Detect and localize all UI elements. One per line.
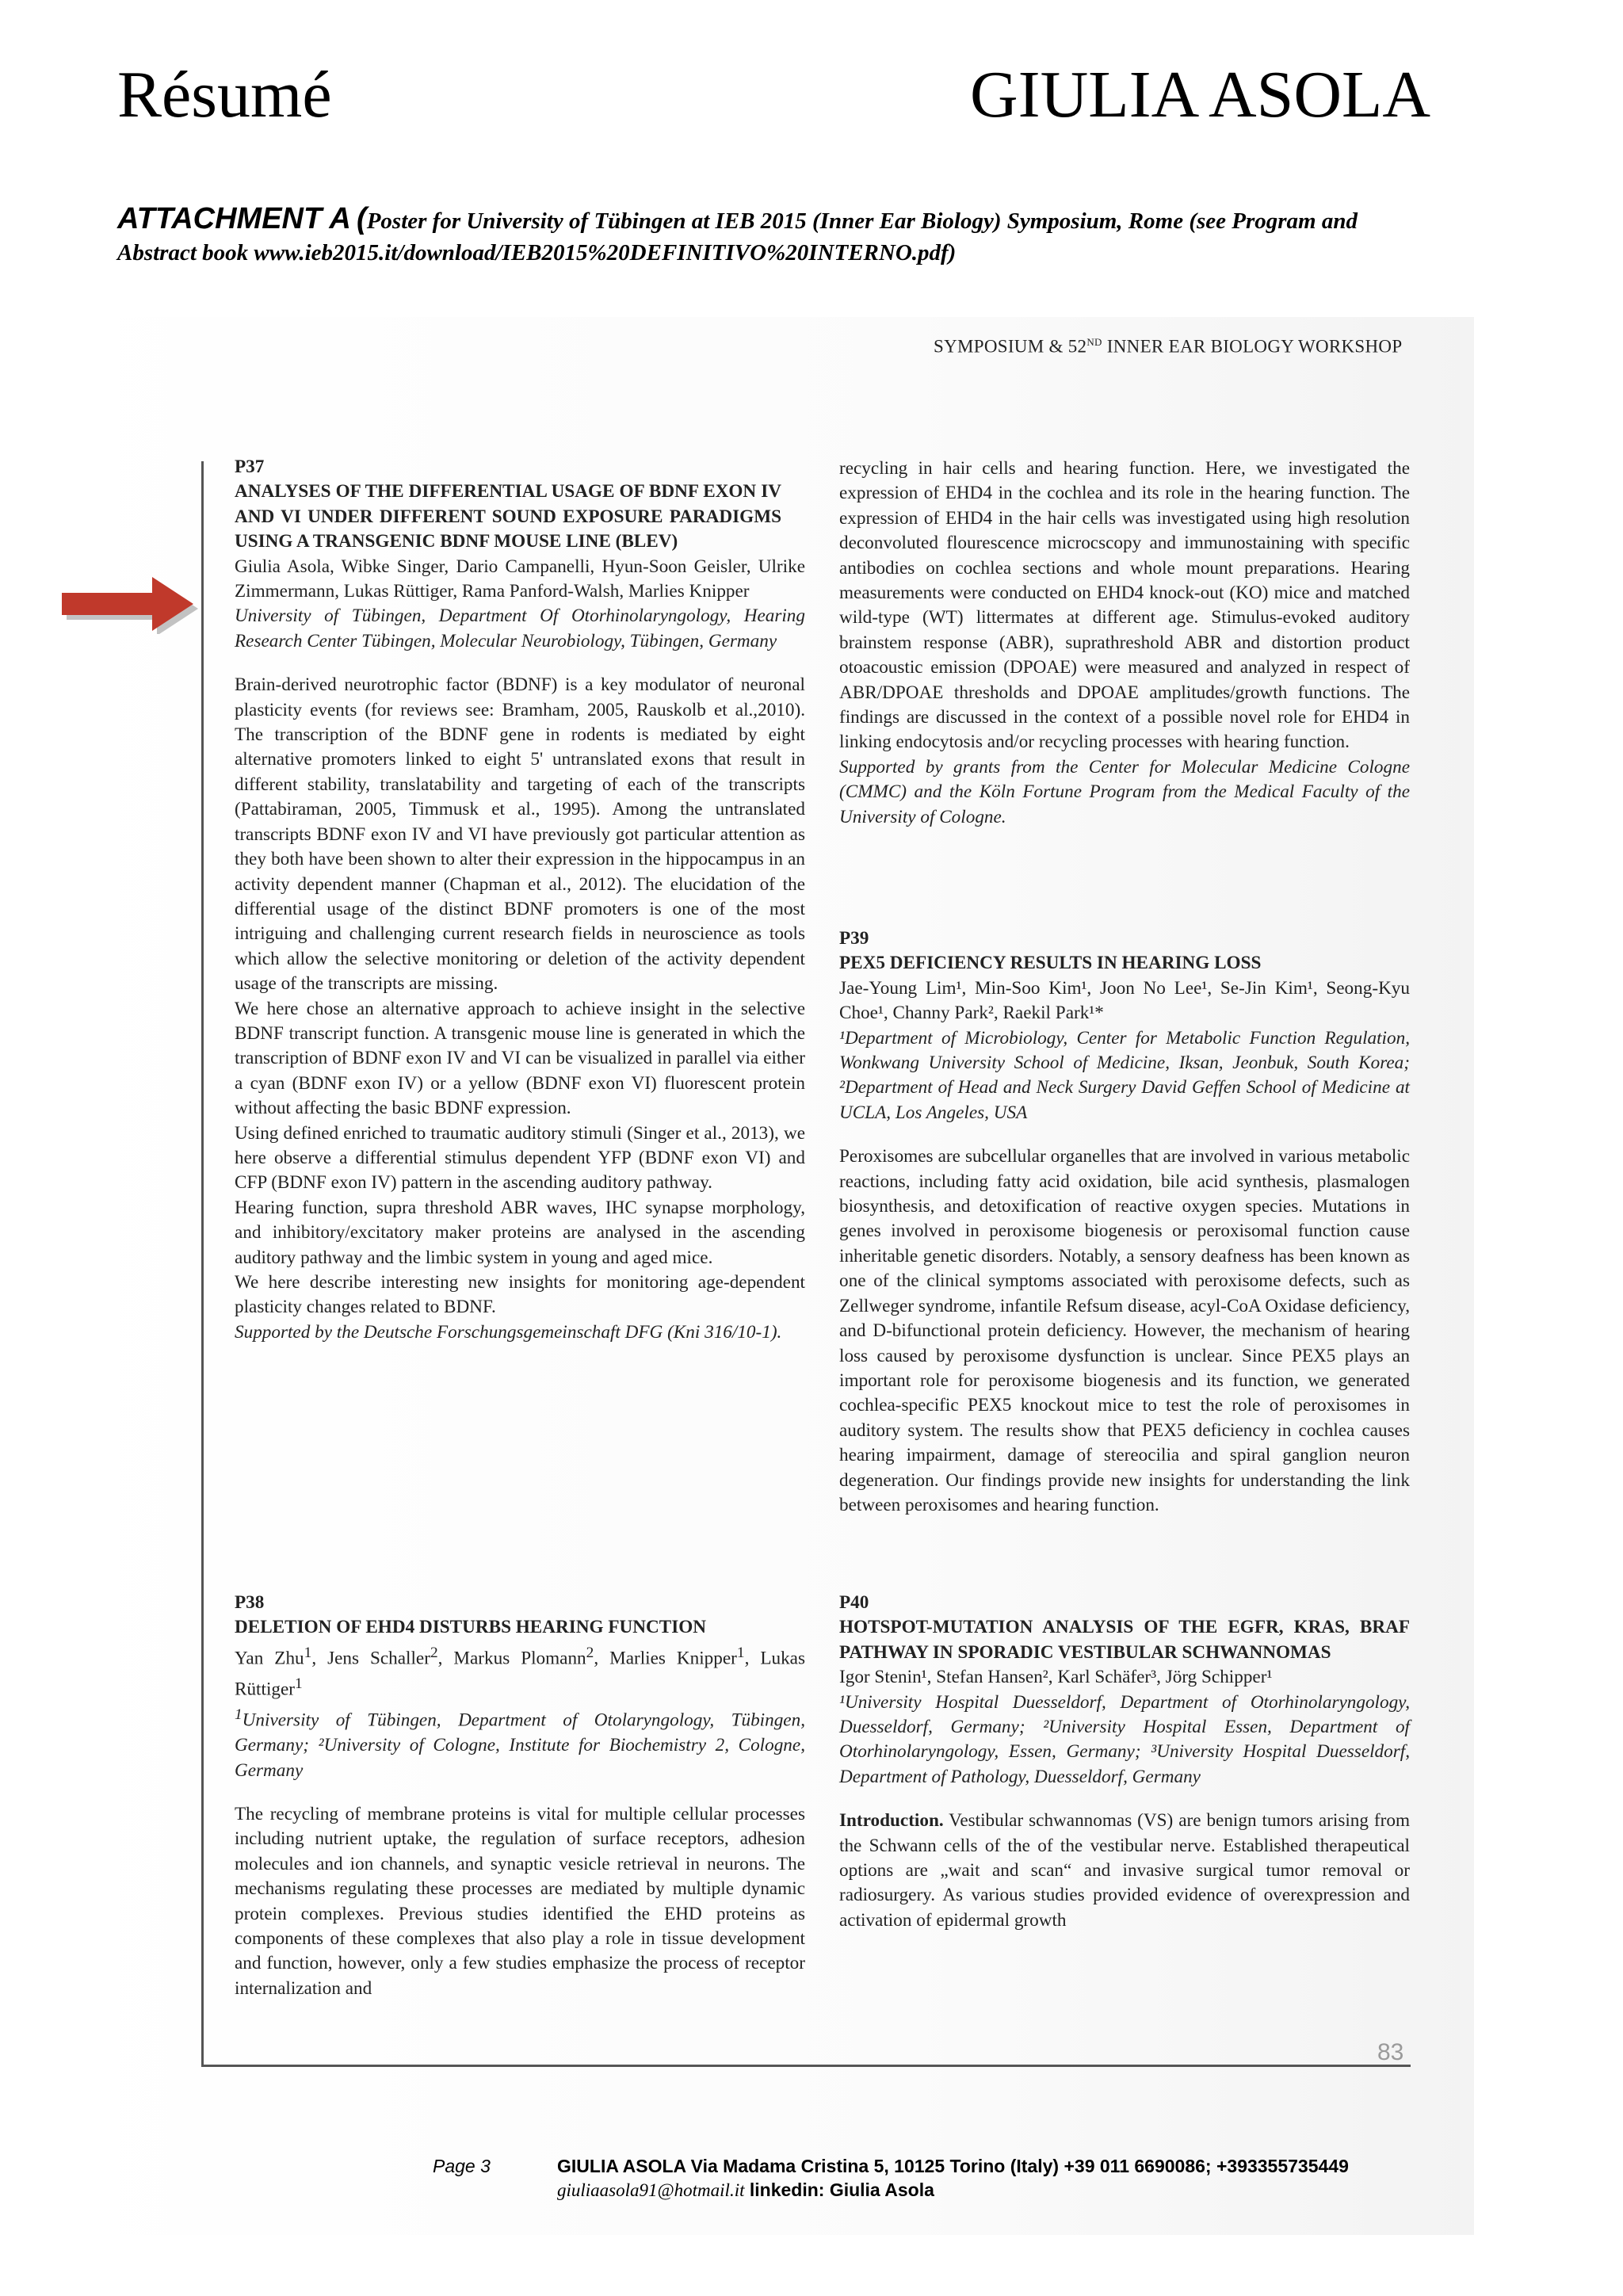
p37-affiliation: University of Tübingen, Department Of Otorhinolaryngology, Hearing Research Center Tübingen, Molecular Neurobiology, Tübingen, Germany — [235, 606, 805, 651]
header-name: GIULIA ASOLA — [970, 58, 1430, 132]
p37-authors: Giulia Asola, Wibke Singer, Dario Campanelli, Hyun-Soon Geisler, Ulrike Zimmermann, Lukas Rüttiger, Rama Panford-Walsh, Marlies Knipper — [235, 556, 805, 602]
abstract-p37 — [235, 455, 805, 1345]
p40-id: P40 — [839, 1592, 869, 1613]
p37-para1: Brain-derived neurotrophic factor (BDNF) is a key modulator of neuronal plasticity events (for reviews see: Bramham, 2005, Rauskolb et al.,2010). The transcription of the BDNF gene in rodents is mediated by eight alternative promoters linked to eight 5' untranslated exons that result in different stability, translatability and targeting of each of the transcripts (Pattabiraman, 2005, Timmusk et al., 1995). Among the untranslated transcripts BDNF exon IV and VI have previously got particular attention as they both have been shown to alter their expression in the hippocampus in an activity dependent manner (Chapman et al., 2012). The elucidation of the differential usage of the distinct BDNF promoters is one of the most intriguing and challenging current research fields in neuroscience as tools which allow the selective monitoring or deletion of the activity dependent usage of the transcripts are missing. — [235, 674, 805, 995]
p38-para1: The recycling of membrane proteins is vital for multiple cellular processes including nutrient uptake, the regulation of surface receptors, adhesion molecules and ion channels, and synaptic vesicle retrieval in neurons. The mechanisms regulating these processes are mediated by multiple dynamic protein complexes. Previous studies identified the EHD proteins as components of these complexes that also play a role in tissue development and function, however, only a few studies emphasize the process of receptor internalization and — [235, 1804, 805, 1999]
p37-para4: Hearing function, supra threshold ABR waves, IHC synapse morphology, and inhibitory/excitatory maker proteins are analysed in the ascending auditory pathway and the limbic system in young and aged mice. — [235, 1197, 805, 1268]
p37-para3: Using defined enriched to traumatic auditory stimuli (Singer et al., 2013), we here observe a differential stimulus dependent YFP (BDNF exon VI) and CFP (BDNF exon IV) pattern in the ascending auditory pathway. — [235, 1122, 805, 1194]
p37-para2: We here chose an alternative approach to achieve insight in the selective BDNF transcript function. A transgenic mouse line is generated in which the transcription of BDNF exon IV and VI can be visualized in parallel via either a cyan (BDNF exon IV) or a yellow (BDNF exon VI) fluorescent protein without affecting the basic BDNF expression. — [235, 998, 805, 1119]
footer-email[interactable]: giuliaasola91@hotmail.it — [557, 2180, 745, 2200]
abstract-p38 — [235, 1591, 805, 2001]
p38-id: P38 — [235, 1592, 265, 1613]
p38-authors: Yan Zhu$^1$, Jens Schaller$^2$, Markus Plomann$^2$, Marlies Knipper$^1$, Lukas Rüttiger$^1$ — [235, 1644, 805, 1700]
p40-title: HOTSPOT-MUTATION ANALYSIS OF THE EGFR, KRAS, BRAF PATHWAY IN SPORADIC VESTIBULAR SCHWANNOMAS — [839, 1617, 1410, 1663]
footer-page-number: Page 3 — [433, 2156, 491, 2176]
p39-para1: Peroxisomes are subcellular organelles that are involved in various metabolic reactions, including fatty acid oxidation, bile acid synthesis, plasmalogen biosynthesis, and detoxification of reactive oxygen species. Mutations in genes involved in peroxisome biogenesis or peroxisomal function cause inheritable genetic disorders. Notably, a sensory deafness has been known as one of the clinical symptoms associated with peroxisome defects, such as Zellweger syndrome, infantile Refsum disease, acyl-CoA Oxidase deficiency, and D-bifunctional protein deficiency. However, the mechanism of hearing loss caused by peroxisome dysfunction is unclear. Since PEX5 plays an important role for peroxisome biogenesis and its function, we generated cochlea-specific PEX5 knockout mice to test the role of peroxisomes in auditory system. The results show that PEX5 deficiency in cochlea causes hearing impairment, damage of stereocilia and spiral ganglion neuron degeneration. Our findings provide new insights for understanding the link between peroxisomes and hearing function. — [839, 1146, 1410, 1515]
attachment-caption — [117, 203, 1401, 269]
footer-address: GIULIA ASOLA Via Madama Cristina 5, 10125 Torino (Italy) +39 011 6690086; +393355735449 — [557, 2156, 1349, 2176]
p39-affiliation: ¹Department of Microbiology, Center for Metabolic Function Regulation, Wonkwang University School of Medicine, Iksan, Jeonbuk, South Korea; ²Department of Head and Neck Surgery David Geffen School of Medicine at UCLA, Los Angeles, USA — [839, 1027, 1410, 1123]
scan-page-number: 83 — [1377, 2039, 1404, 2065]
p40-authors: Igor Stenin¹, Stefan Hansen², Karl Schäfer³, Jörg Schipper¹ — [839, 1667, 1273, 1688]
p40-intro — [839, 1809, 1410, 1933]
p40-intro-label: Introduction. — [839, 1810, 944, 1832]
abstract-p38-continued — [839, 457, 1410, 830]
attachment-description: Poster for University of Tübingen at IEB 2015 (Inner Ear Biology) Symposium, Rome (see Program and Abstract book www.ieb2015.it/download/IEB2015%20DEFINITIVO%20INTERNO.pdf) — [117, 208, 1358, 266]
footer-linkedin[interactable]: linkedin: Giulia Asola — [744, 2179, 934, 2200]
p37-id: P37 — [235, 457, 265, 477]
attachment-paren: ( — [357, 202, 367, 235]
p38-affiliation: $^1$University of Tübingen, Department of Otolaryngology, Tübingen, Germany; ²University of Cologne, Institute for Biochemistry 2, Cologne, Germany — [235, 1706, 805, 1781]
red-arrow-icon — [57, 571, 200, 634]
p37-title: ANALYSES OF THE DIFFERENTIAL USAGE OF BDNF EXON IV AND VI UNDER DIFFERENT SOUND EXPOSURE PARADIGMS USING A TRANSGENIC BDNF MOUSE LINE (BLEV) — [235, 481, 781, 552]
running-head: SYMPOSIUM & 52ND INNER EAR BIOLOGY WORKSHOP — [934, 336, 1403, 357]
abstract-p40 — [839, 1591, 1410, 1933]
header-resume: Résumé — [117, 58, 332, 132]
p40-affiliation: ¹University Hospital Duesseldorf, Department of Otorhinolaryngology, Duesseldorf, Germany; ²University Hospital Essen, Department of Otorhinolaryngology, Essen, Germany; ³University Hospital Duesseldorf, Department of Pathology, Duesseldorf, Germany — [839, 1691, 1410, 1787]
p39-authors: Jae-Young Lim¹, Min-Soo Kim¹, Joon No Lee¹, Se-Jin Kim¹, Seong-Kyu Choe¹, Channy Park², Raekil Park¹* — [839, 977, 1410, 1024]
p39-title: PEX5 DEFICIENCY RESULTS IN HEARING LOSS — [839, 953, 1262, 974]
page-frame-left — [201, 461, 204, 2067]
p37-para5: We here describe interesting new insights for monitoring age-dependent plasticity changes related to BDNF. — [235, 1272, 805, 1318]
p40-intro-text: Vestibular schwannomas (VS) are benign tumors arising from the Schwann cells of the of the vestibular nerve. Established therapeutical options are „wait and scan“ and invasive surgical tumor removal or radiosurgery. As various studies provided evidence of overexpression and activation of epidermal growth — [839, 1810, 1410, 1931]
page-frame-bottom — [201, 2065, 1411, 2067]
footer-email-line — [557, 2178, 1349, 2202]
footer-contact — [557, 2154, 1349, 2202]
p38-support: Supported by grants from the Center for Molecular Medicine Cologne (CMMC) and the Köln Fortune Program from the Medical Faculty of the University of Cologne. — [839, 756, 1410, 827]
abstract-p39 — [839, 926, 1410, 1518]
p38-title: DELETION OF EHD4 DISTURBS HEARING FUNCTION — [235, 1617, 707, 1638]
attachment-label: ATTACHMENT A — [117, 202, 351, 235]
p37-support: Supported by the Deutsche Forschungsgemeinschaft DFG (Kni 316/10-1). — [235, 1321, 782, 1343]
p38-continuation: recycling in hair cells and hearing function. Here, we investigated the expression of EHD4 in the cochlea and its role in the hearing function. The expression of EHD4 in the hair cells was investigated using high resolution deconvoluted flourescence microcscopy and immunostaining with specific antibodies on cochlea sections and whole mount preparations. Hearing measurements were conducted on EHD4 knock-out (KO) mice and matched wild-type (WT) littermates at different age. Stimulus-evoked auditory brainstem response (ABR), suprathreshold ABR and distortion product otoacoustic emission (DPOAE) were measured and analyzed in respect of ABR/DPOAE thresholds and DPOAE amplitudes/growth functions. The findings are discussed in the context of a possible novel role for EHD4 in linking endocytosis and/or recycling processes with hearing function. — [839, 458, 1410, 753]
p39-id: P39 — [839, 928, 869, 949]
